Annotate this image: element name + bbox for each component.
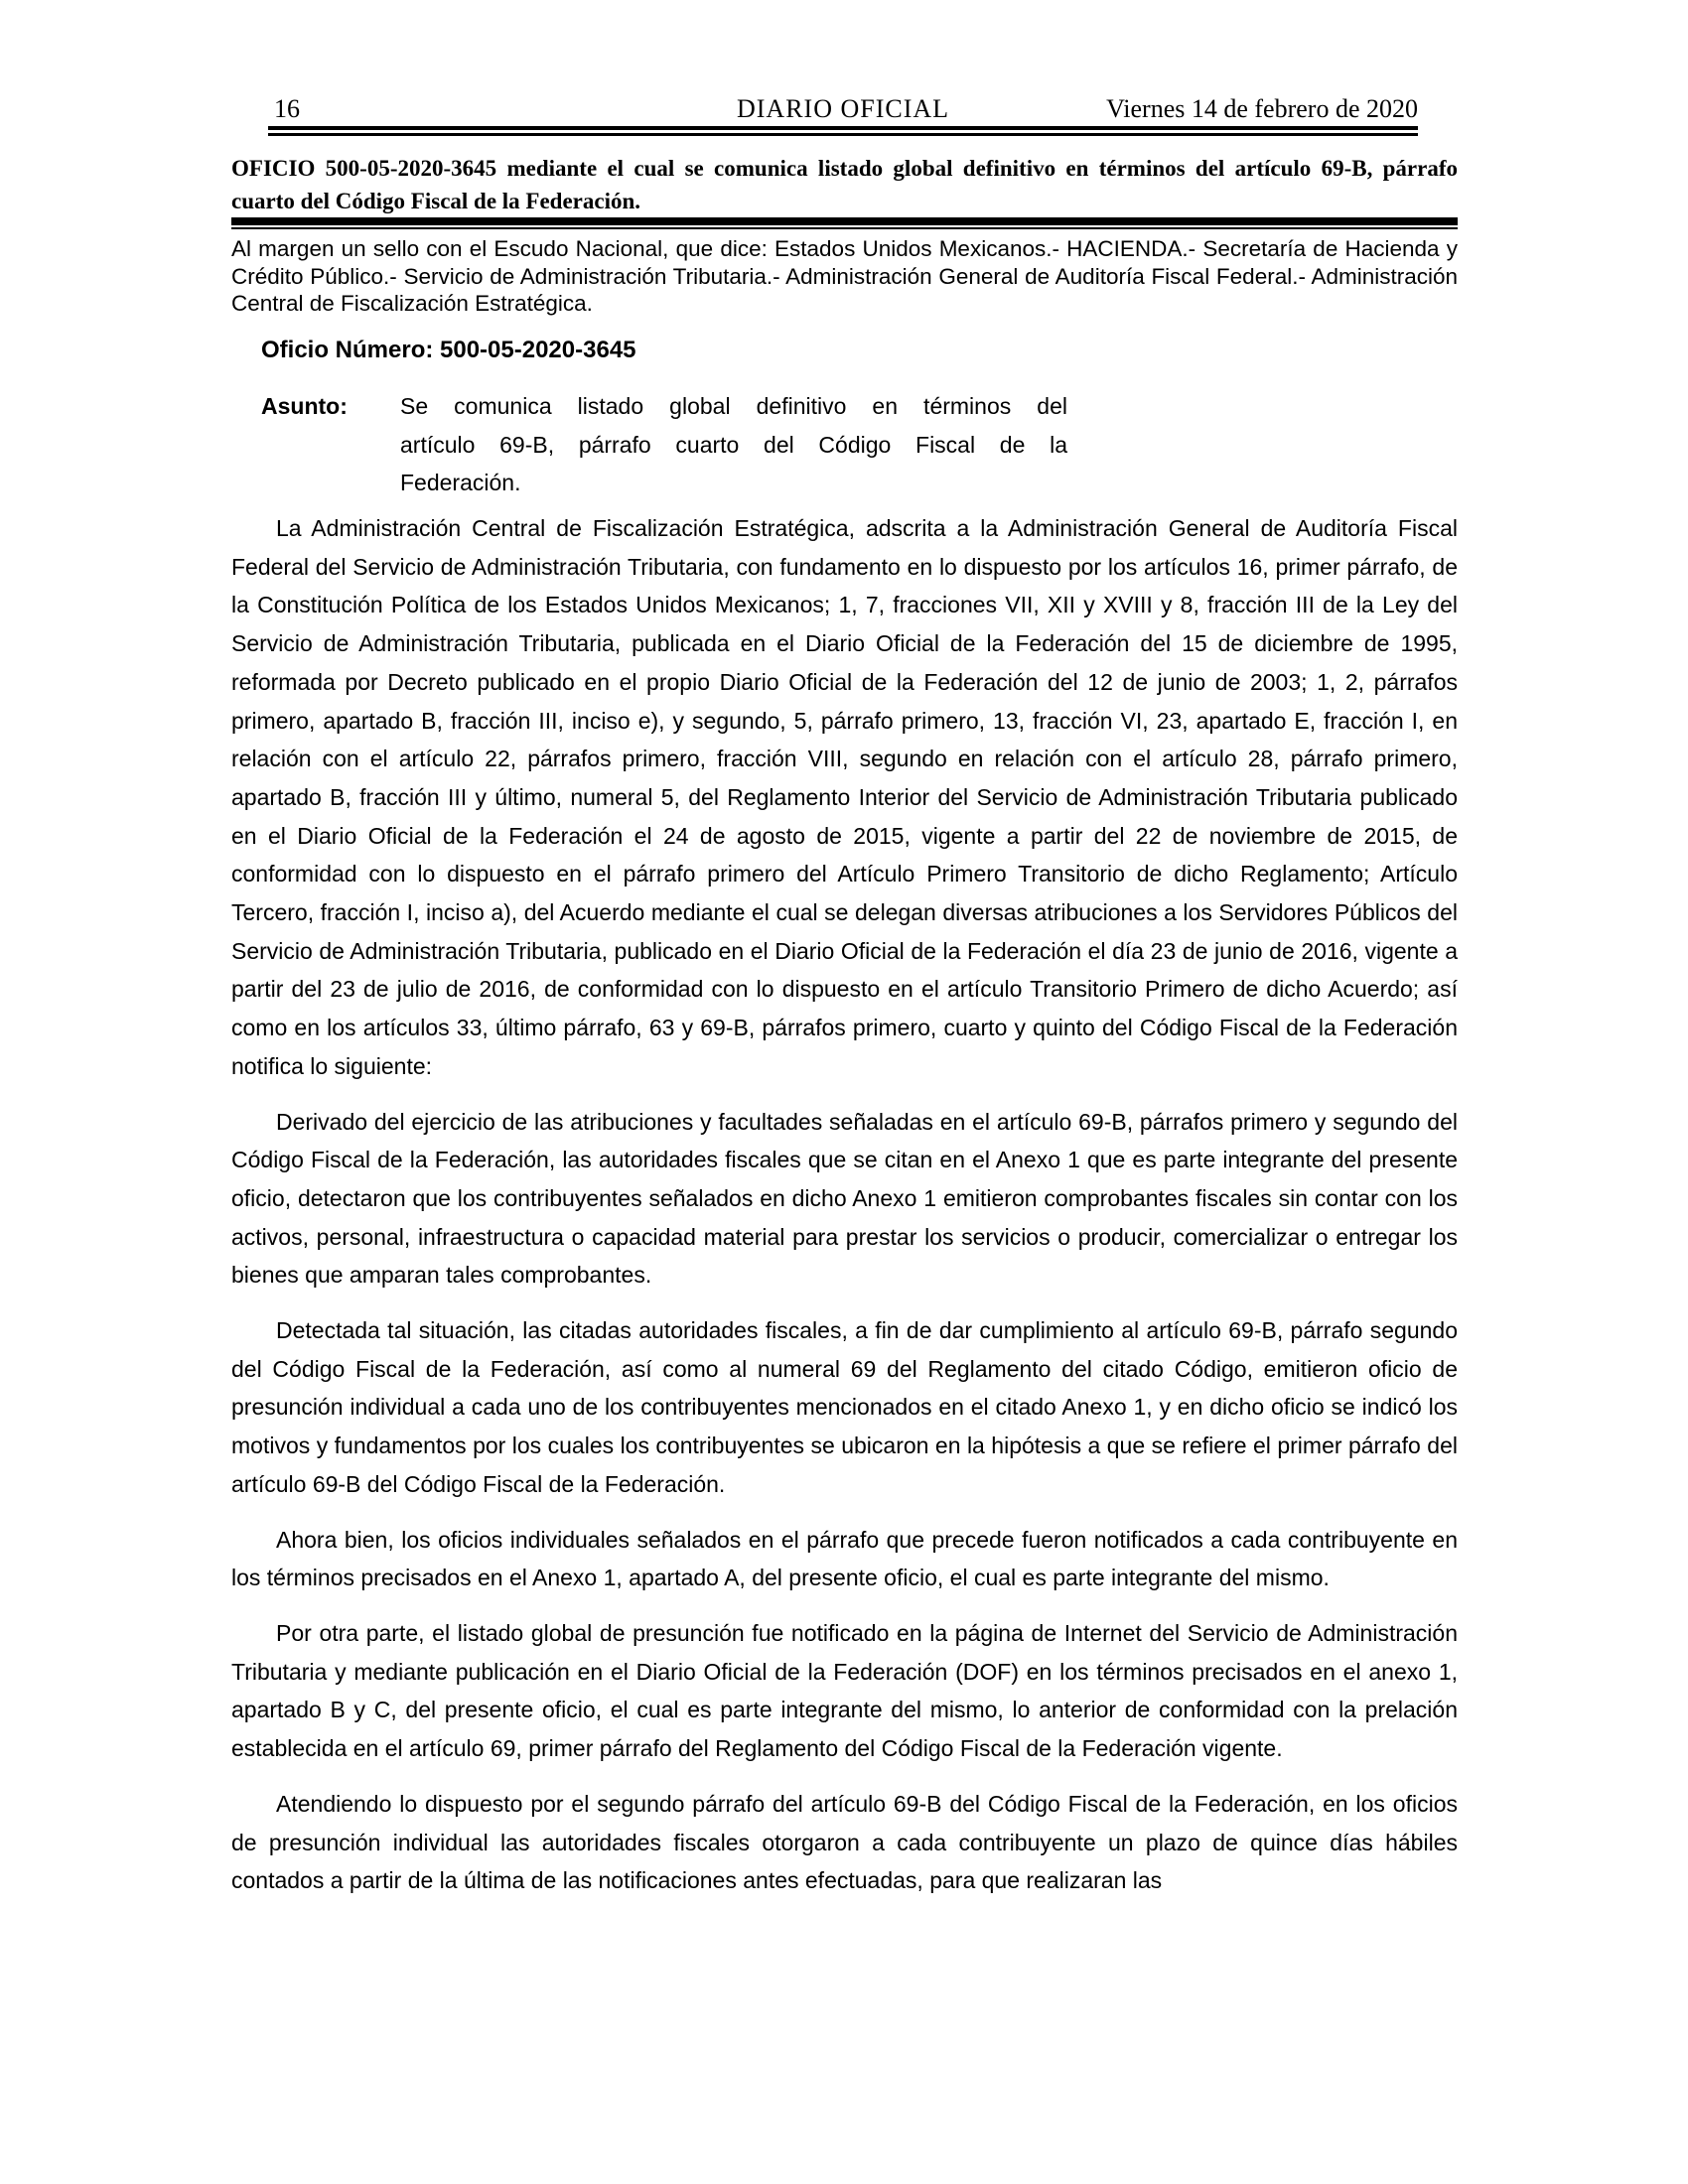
body-paragraph-3: Detectada tal situación, las citadas autoridades fiscales, a fin de dar cumplimiento al artículo 69-B, párrafo segundo del Código Fiscal de la Federación, así como al numeral 69 del Reglamento del citado Código, emitieron oficio de presunción individual a cada uno de los contribuyentes mencionados en el citado Anexo 1, y en dicho oficio se indicó los motivos y fundamentos por los cuales los contribuyentes se ubicaron en la hipótesis a que se refiere el primer párrafo del artículo 69-B del Código Fiscal de la Federación. bbox=[231, 1317, 1458, 1497]
document-body bbox=[231, 509, 1458, 1917]
journal-title: DIARIO OFICIAL bbox=[736, 94, 950, 123]
asunto-block bbox=[231, 387, 1458, 502]
body-paragraph-2: Derivado del ejercicio de las atribuciones y facultades señaladas en el artículo 69-B, párrafos primero y segundo del Código Fiscal de la Federación, las autoridades fiscales que se citan en el Anexo 1 que es parte integrante del presente oficio, detectaron que los contribuyentes señalados en dicho Anexo 1 emitieron comprobantes fiscales sin contar con los activos, personal, infraestructura o capacidad material para prestar los servicios o producir, comercializar o entregar los bienes que amparan tales comprobantes. bbox=[231, 1108, 1458, 1289]
seal-description-paragraph: Al margen un sello con el Escudo Nacional, que dice: Estados Unidos Mexicanos.- HACIENDA.- Secretaría de Hacienda y Crédito Público.- Servicio de Administración Tributaria.- Administración General de Auditoría Fiscal Federal.- Administración Central de Fiscalización Estratégica. bbox=[231, 236, 1458, 316]
page-number: 16 bbox=[274, 94, 300, 123]
body-paragraph-1: La Administración Central de Fiscalización Estratégica, adscrita a la Administración General de Auditoría Fiscal Federal del Servicio de Administración Tributaria, con fundamento en lo dispuesto por los artículos 16, primer párrafo, de la Constitución Política de los Estados Unidos Mexicanos; 1, 7, fracciones VII, XII y XVIII y 8, fracción III de la Ley del Servicio de Administración Tributaria, publicada en el Diario Oficial de la Federación del 15 de diciembre de 1995, reformada por Decreto publicado en el propio Diario Oficial de la Federación del 12 de junio de 2003; 1, 2, párrafos primero, apartado B, fracción III, inciso e), y segundo, 5, párrafo primero, 13, fracción VI, 23, apartado E, fracción I, en relación con el artículo 22, párrafos primero, fracción VIII, segundo en relación con el artículo 28, párrafo primero, apartado B, fracción III y último, numeral 5, del Reglamento Interior del Servicio de Administración Tributaria publicado en el Diario Oficial de la Federación el 24 de agosto de 2015, vigente a partir del 22 de noviembre de 2015, de conformidad con lo dispuesto en el párrafo primero del Artículo Primero Transitorio de dicho Reglamento; Artículo Tercero, fracción I, inciso a), del Acuerdo mediante el cual se delegan diversas atribuciones a los Servidores Públicos del Servicio de Administración Tributaria, publicado en el Diario Oficial de la Federación el día 23 de junio de 2016, vigente a partir del 23 de julio de 2016, de conformidad con lo dispuesto en el artículo Transitorio Primero de dicho Acuerdo; así como en los artículos 33, último párrafo, 63 y 69-B, párrafos primero, cuarto y quinto del Código Fiscal de la Federación notifica lo siguiente: bbox=[231, 515, 1458, 1079]
body-paragraph-5: Por otra parte, el listado global de presunción fue notificado en la página de Internet del Servicio de Administración Tributaria y mediante publicación en el Diario Oficial de la Federación (DOF) en los términos precisados en el anexo 1, apartado B y C, del presente oficio, el cual es parte integrante del mismo, lo anterior de conformidad con la prelación establecida en el artículo 69, primer párrafo del Reglamento del Código Fiscal de la Federación vigente. bbox=[231, 1619, 1458, 1762]
title-separator-bar bbox=[231, 217, 1458, 229]
document-title: OFICIO 500-05-2020-3645 mediante el cual se comunica listado global definitivo en términos del artículo 69-B, párrafo cuarto del Código Fiscal de la Federación. bbox=[231, 156, 1458, 213]
body-paragraph-6: Atendiendo lo dispuesto por el segundo párrafo del artículo 69-B del Código Fiscal de la Federación, en los oficios de presunción individual las autoridades fiscales otorgaron a cada contribuyente un plazo de quince días hábiles contados a partir de la última de las notificaciones antes efectuadas, para que realizaran las bbox=[231, 1790, 1458, 1894]
body-paragraph-4: Ahora bien, los oficios individuales señalados en el párrafo que precede fueron notificados a cada contribuyente en los términos precisados en el Anexo 1, apartado A, del presente oficio, el cual es parte integrante del mismo. bbox=[231, 1526, 1458, 1591]
asunto-label: Asunto: bbox=[261, 393, 348, 419]
oficio-number: Oficio Número: 500-05-2020-3645 bbox=[261, 337, 636, 363]
asunto-text: Se comunica listado global definitivo en términos del artículo 69-B, párrafo cuarto del Código Fiscal de la Federación. bbox=[400, 393, 1067, 496]
header-rule bbox=[268, 126, 1418, 136]
issue-date: Viernes 14 de febrero de 2020 bbox=[1106, 94, 1418, 123]
